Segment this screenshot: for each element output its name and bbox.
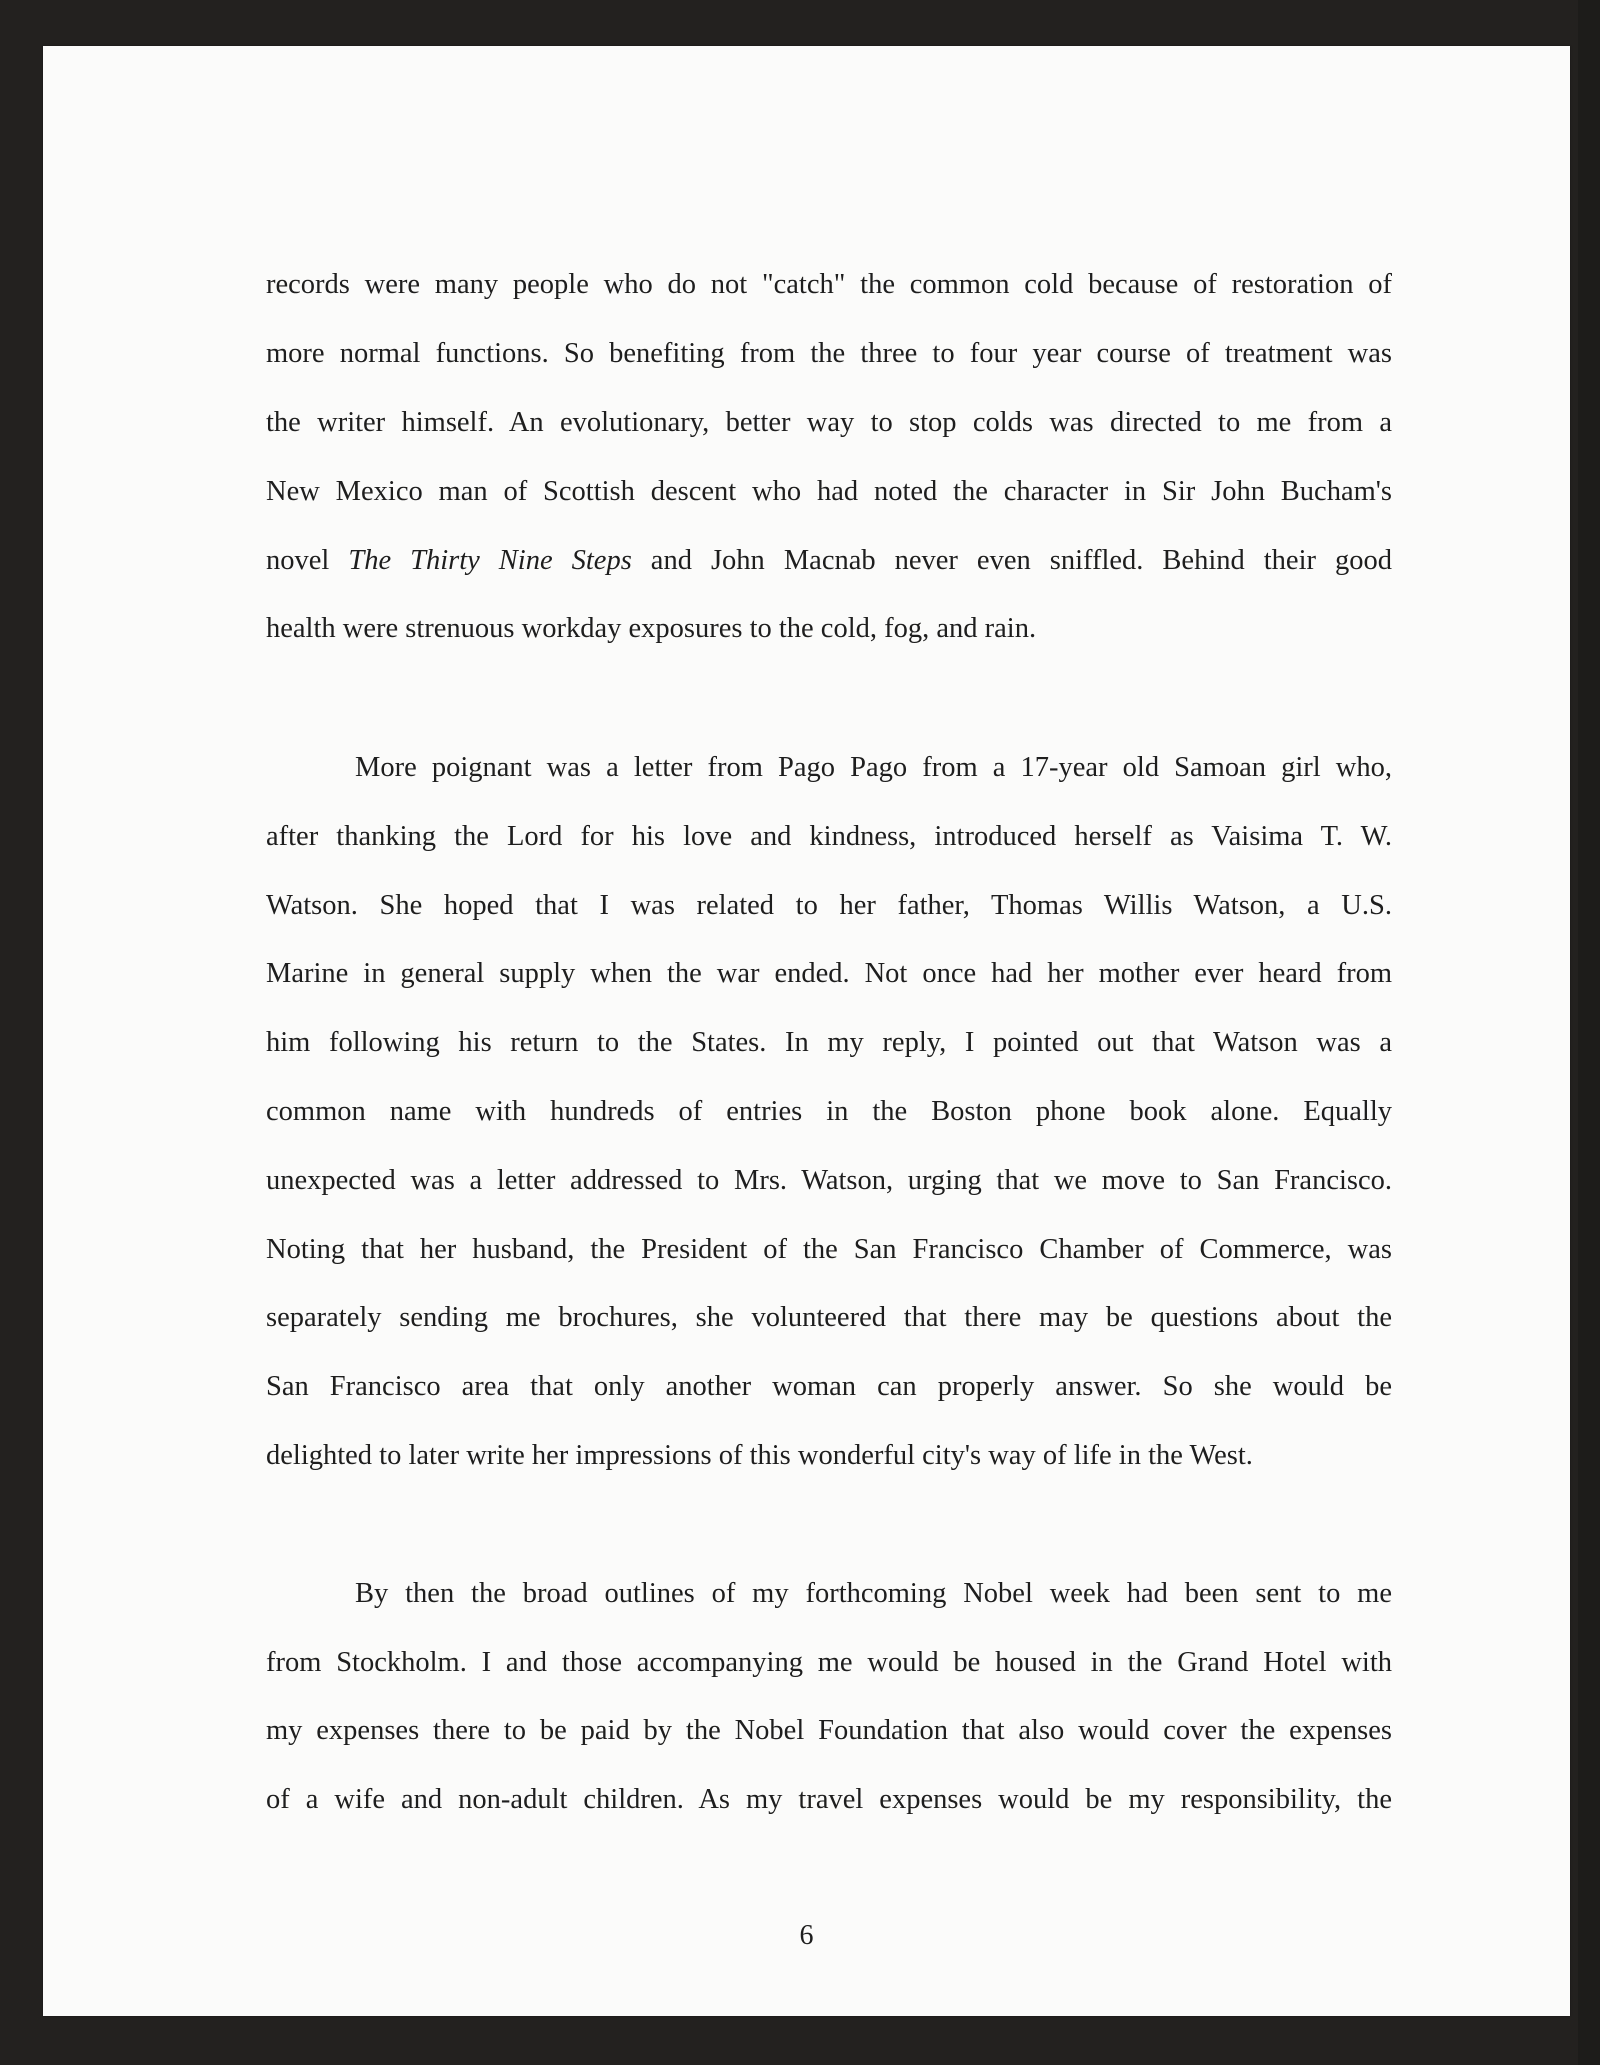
text-line: records were many people who do not "catch" the common cold because of restoration of — [266, 269, 1392, 300]
text-line: Noting that her husband, the President of the San Francisco Chamber of Commerce, was — [266, 1234, 1392, 1265]
text-line: the writer himself. An evolutionary, better way to stop colds was directed to me from a — [266, 407, 1392, 438]
text-line: Marine in general supply when the war ended. Not once had her mother ever heard from — [266, 958, 1392, 989]
book-title: The Thirty Nine Steps — [348, 545, 632, 576]
text-line: separately sending me brochures, she volunteered that there may be questions about the — [266, 1302, 1392, 1333]
text-line: common name with hundreds of entries in the Boston phone book alone. Equally — [266, 1096, 1392, 1127]
text-line: more normal functions. So benefiting from the three to four year course of treatment was — [266, 338, 1392, 369]
text-line: delighted to later write her impressions of this wonderful city's way of life in the West. — [266, 1440, 1253, 1471]
document-page — [43, 46, 1570, 2016]
text-line: More poignant was a letter from Pago Pago from a 17-year old Samoan girl who, — [355, 752, 1392, 783]
text-run: novel — [266, 545, 349, 576]
text-line: New Mexico man of Scottish descent who had noted the character in Sir John Bucham's — [266, 476, 1392, 507]
text-line: health were strenuous workday exposures to the cold, fog, and rain. — [266, 613, 1037, 644]
text-line: San Francisco area that only another woman can properly answer. So she would be — [266, 1371, 1392, 1402]
scan-background-edge — [1578, 0, 1600, 2065]
text-line — [266, 527, 1392, 596]
text-line: unexpected was a letter addressed to Mrs. Watson, urging that we move to San Francisco. — [266, 1165, 1392, 1196]
page-number: 6 — [799, 1920, 814, 1951]
text-line: my expenses there to be paid by the Nobel Foundation that also would cover the expenses — [266, 1715, 1392, 1746]
text-run: and John Macnab never even sniffled. Behind their good — [631, 545, 1392, 576]
text-line: after thanking the Lord for his love and kindness, introduced herself as Vaisima T. W. — [266, 821, 1392, 852]
text-line: of a wife and non-adult children. As my travel expenses would be my responsibility, the — [266, 1784, 1392, 1815]
text-line: him following his return to the States. In my reply, I pointed out that Watson was a — [266, 1027, 1392, 1058]
text-line: Watson. She hoped that I was related to her father, Thomas Willis Watson, a U.S. — [266, 890, 1392, 921]
text-line: By then the broad outlines of my forthcoming Nobel week had been sent to me — [355, 1578, 1392, 1609]
text-line: from Stockholm. I and those accompanying me would be housed in the Grand Hotel with — [266, 1647, 1392, 1678]
